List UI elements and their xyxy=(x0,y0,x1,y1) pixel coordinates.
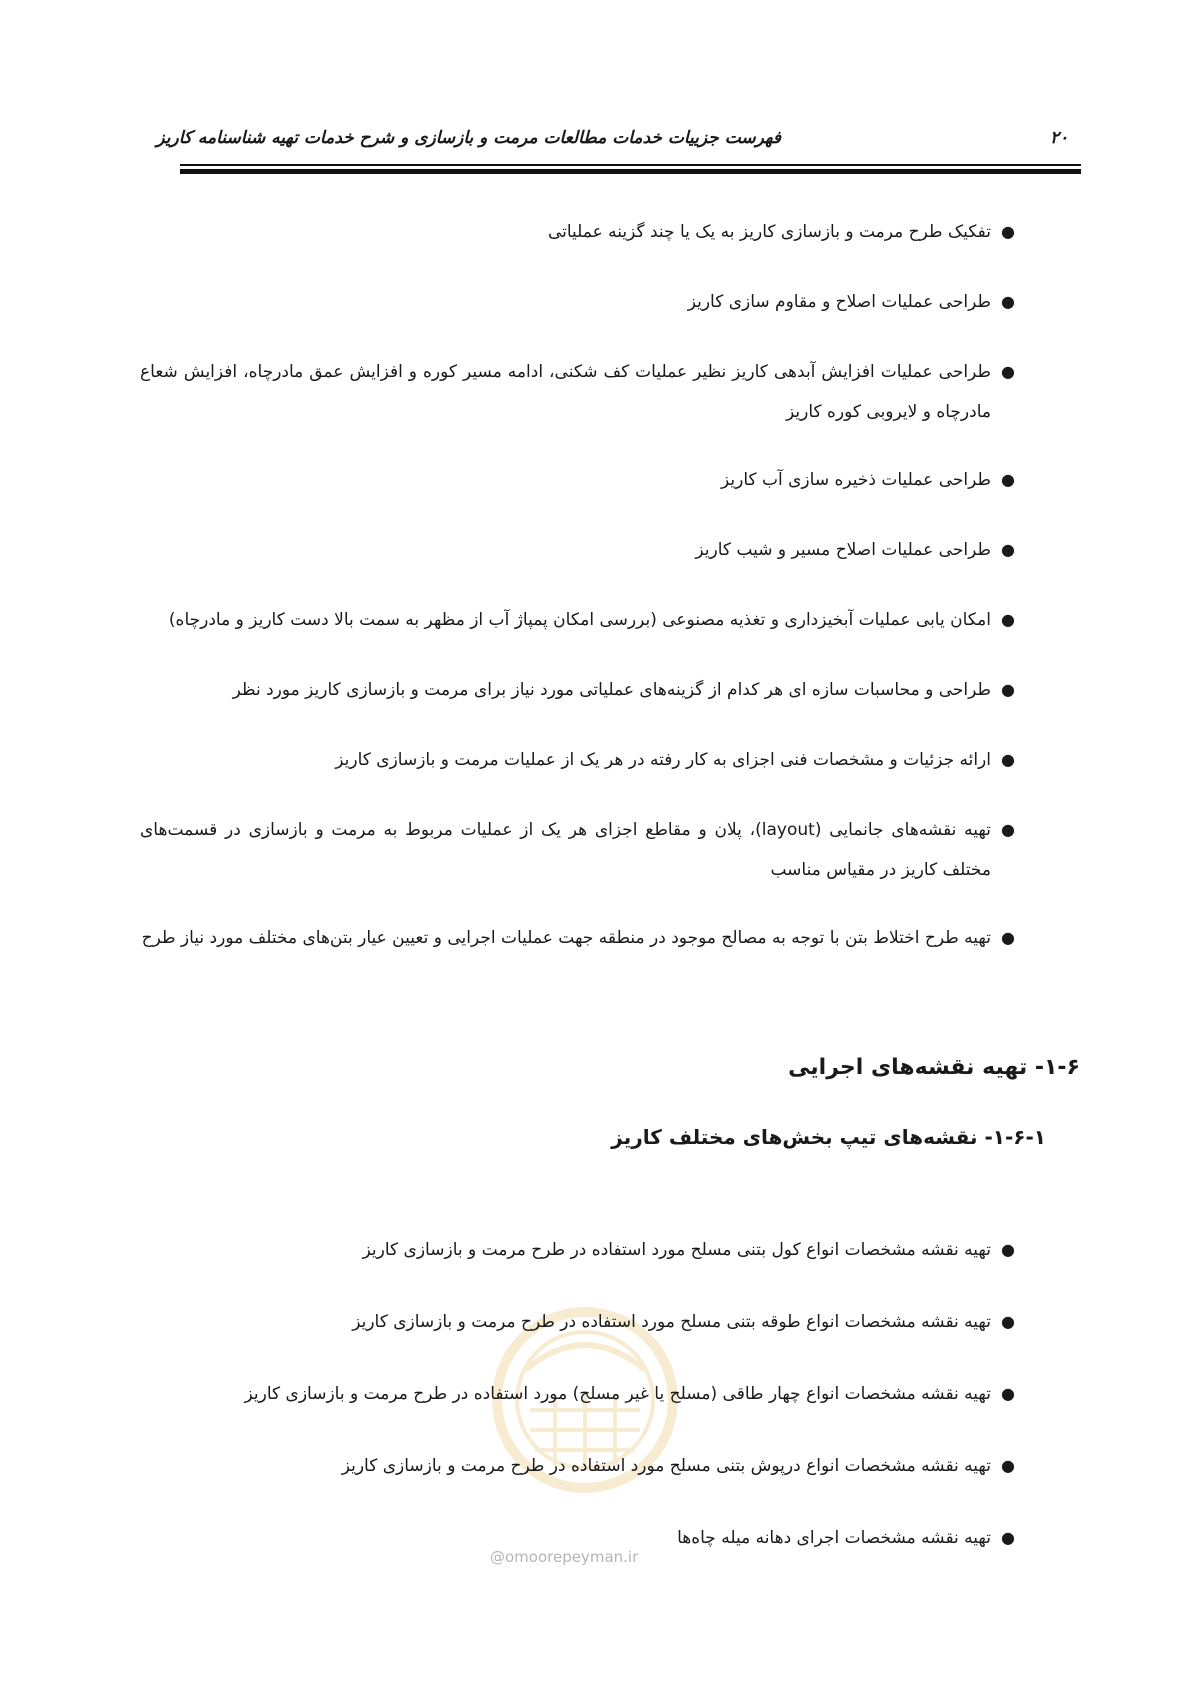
bullet-icon: ● xyxy=(1001,1384,1015,1403)
bullet-icon: ● xyxy=(1001,362,1015,381)
bullet-icon: ● xyxy=(1001,1240,1015,1259)
bullet-icon: ● xyxy=(1001,222,1015,241)
list-item: ● تهیه نقشه مشخصات اجرای دهانه میله چاه‌ها xyxy=(140,1518,1015,1558)
bullet-icon: ● xyxy=(1001,928,1015,947)
list-item: ● تهیه نقشه مشخصات انواع کول بتنی مسلح مورد استفاده در طرح مرمت و بازسازی کاریز xyxy=(140,1230,1015,1270)
list-item: ● تهیه نقشه مشخصات انواع طوقه بتنی مسلح مورد استفاده در طرح مرمت و بازسازی کاریز xyxy=(140,1302,1015,1342)
watermark-site-text: @omoorepeyman.ir xyxy=(490,1548,639,1566)
bullet-list-type-drawings xyxy=(140,1230,1015,1558)
bullet-icon: ● xyxy=(1001,1456,1015,1475)
list-item: ● امکان یابی عملیات آبخیزداری و تغذیه مصنوعی (بررسی امکان پمپاژ آب از مظهر به سمت بالا دست کاریز و مادرچاه) xyxy=(140,600,1015,640)
bullet-icon: ● xyxy=(1001,750,1015,769)
bullet-icon: ● xyxy=(1001,1528,1015,1547)
page-header xyxy=(156,118,1081,172)
list-item: ● طراحی عملیات ذخیره سازی آب کاریز xyxy=(140,460,1015,500)
list-item: ● طراحی عملیات اصلاح و مقاوم سازی کاریز xyxy=(140,282,1015,322)
list-item: ● طراحی و محاسبات سازه ای هر کدام از گزینه‌های عملیاتی مورد نیاز برای مرمت و بازسازی کاریز مورد نظر xyxy=(140,670,1015,710)
section-heading: ۱-۶- تهیه نقشه‌های اجرایی xyxy=(788,1055,1080,1080)
header-rule-thick xyxy=(180,169,1081,174)
list-item: ● تهیه طرح اختلاط بتن با توجه به مصالح موجود در منطقه جهت عملیات اجرایی و تعیین عیار بتن‌های مختلف مورد نیاز طرح xyxy=(140,918,1015,958)
list-item: ● تفکیک طرح مرمت و بازسازی کاریز به یک یا چند گزینه عملیاتی xyxy=(140,212,1015,252)
list-item: ● ارائه جزئیات و مشخصات فنی اجزای به کار رفته در هر یک از عملیات مرمت و بازسازی کاریز xyxy=(140,740,1015,780)
list-item: ● تهیه نقشه‌های جانمایی (layout)، پلان و مقاطع اجزای هر یک از عملیات مربوط به مرمت و بازسازی در قسمت‌های مختلف کاریز در مقیاس مناسب xyxy=(140,810,1015,890)
page-number: ۲۰ xyxy=(1050,128,1069,148)
header-rule-thin xyxy=(180,164,1081,166)
bullet-icon: ● xyxy=(1001,680,1015,699)
bullet-icon: ● xyxy=(1001,1312,1015,1331)
bullet-icon: ● xyxy=(1001,470,1015,489)
list-item: ● طراحی عملیات افزایش آبدهی کاریز نظیر عملیات کف شکنی، ادامه مسیر کوره و افزایش عمق مادرچاه، افزایش شعاع مادرچاه و لایروبی کوره کاریز xyxy=(140,352,1015,432)
bullet-icon: ● xyxy=(1001,540,1015,559)
bullet-icon: ● xyxy=(1001,610,1015,629)
bullet-list-design-tasks xyxy=(140,212,1015,958)
header-title: فهرست جزییات خدمات مطالعات مرمت و بازسازی و شرح خدمات تهیه شناسنامه کاریز xyxy=(156,128,781,148)
list-item: ● تهیه نقشه مشخصات انواع درپوش بتنی مسلح مورد استفاده در طرح مرمت و بازسازی کاریز xyxy=(140,1446,1015,1486)
subsection-heading: ۱-۶-۱- نقشه‌های تیپ بخش‌های مختلف کاریز xyxy=(611,1125,1046,1149)
list-item: ● طراحی عملیات اصلاح مسیر و شیب کاریز xyxy=(140,530,1015,570)
bullet-icon: ● xyxy=(1001,292,1015,311)
bullet-icon: ● xyxy=(1001,820,1015,839)
list-item: ● تهیه نقشه مشخصات انواع چهار طاقی (مسلح یا غیر مسلح) مورد استفاده در طرح مرمت و بازسازی کاریز xyxy=(140,1374,1015,1414)
